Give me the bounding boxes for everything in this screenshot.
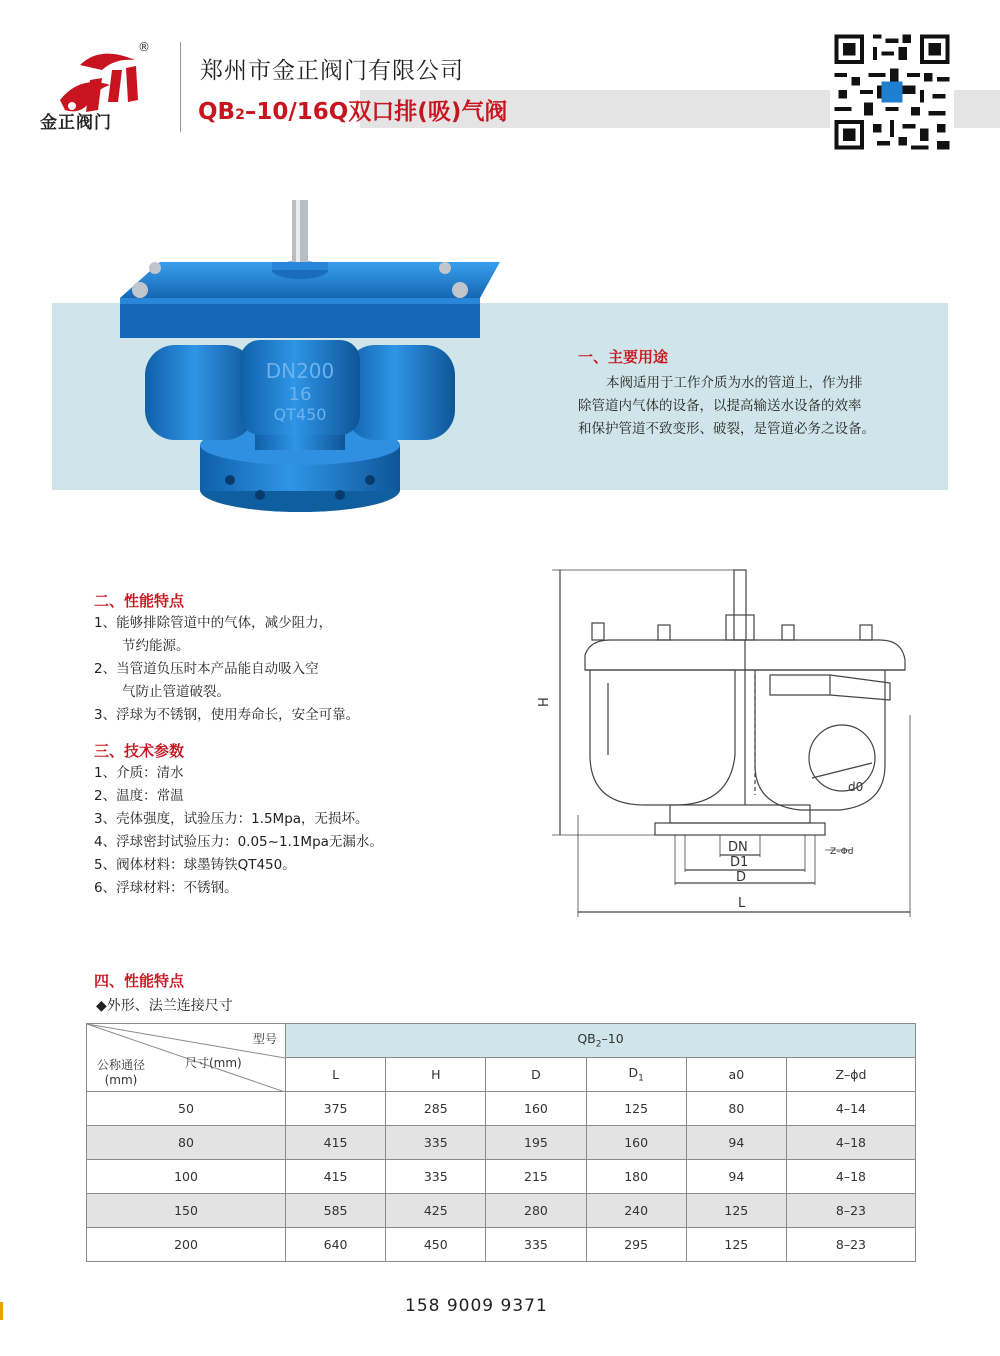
dim-d1-label: D1 xyxy=(730,855,749,870)
dim-dn-label: DN xyxy=(728,840,748,855)
product-title: QB2–10/16Q双口排(吸)气阀 xyxy=(198,99,508,125)
dim-l-label: L xyxy=(738,896,746,911)
usage-line: 和保护管道不致变形、破裂，是管道必务之设备。 xyxy=(578,421,875,437)
table-row xyxy=(87,1160,916,1194)
marking-pressure: 16 xyxy=(288,384,312,405)
table-header-row xyxy=(87,1024,916,1058)
table-row xyxy=(87,1092,916,1126)
marking-dn: DN200 xyxy=(265,359,335,383)
cell: 80 xyxy=(686,1092,786,1126)
col-header: D xyxy=(486,1058,586,1092)
cell: 240 xyxy=(586,1194,686,1228)
tech-heading: 三、技术参数 xyxy=(94,742,185,760)
phone-number: 158 9009 9371 xyxy=(405,1296,548,1316)
feature-item: 1、能够排除管道中的气体，减少阻力， xyxy=(94,615,333,631)
cell: 4–18 xyxy=(786,1160,915,1194)
cell: 200 xyxy=(87,1228,286,1262)
cell: 160 xyxy=(486,1092,586,1126)
col-header: H xyxy=(386,1058,486,1092)
features-heading: 二、性能特点 xyxy=(94,592,185,610)
cell: 125 xyxy=(686,1194,786,1228)
cell: 125 xyxy=(586,1092,686,1126)
tech-item: 1、介质：清水 xyxy=(94,765,184,781)
marking-material: QT450 xyxy=(273,405,327,424)
dim-zd-label: Z–Φd xyxy=(830,847,854,857)
feature-item: 3、浮球为不锈钢，使用寿命长，安全可靠。 xyxy=(94,707,360,723)
cell: 415 xyxy=(286,1126,386,1160)
registered-mark: ® xyxy=(138,40,150,54)
cell: 585 xyxy=(286,1194,386,1228)
cell: 215 xyxy=(486,1160,586,1194)
technical-drawing xyxy=(530,565,920,920)
dimensions-subheading: ◆外形、法兰连接尺寸 xyxy=(96,998,233,1014)
cell: 4–14 xyxy=(786,1092,915,1126)
col-header: Z–ϕd xyxy=(786,1058,915,1092)
cell: 335 xyxy=(486,1228,586,1262)
cell: 375 xyxy=(286,1092,386,1126)
logo-text: 金正阀门 xyxy=(40,113,112,133)
corner-model-label: 型号 xyxy=(252,1032,277,1046)
cell: 195 xyxy=(486,1126,586,1160)
feature-item: 节约能源。 xyxy=(122,638,190,654)
cell: 4–18 xyxy=(786,1126,915,1160)
cell: 280 xyxy=(486,1194,586,1228)
tech-item: 5、阀体材料：球墨铸铁QT450。 xyxy=(94,857,296,873)
valve-photo xyxy=(100,190,520,525)
cell: 295 xyxy=(586,1228,686,1262)
model-header: $QB_2-10$ xyxy=(286,1024,916,1058)
tech-list xyxy=(94,762,514,900)
table-row xyxy=(87,1228,916,1262)
cell: 425 xyxy=(386,1194,486,1228)
usage-heading: 一、主要用途 xyxy=(578,348,669,366)
company-name: 郑州市金正阀门有限公司 xyxy=(200,58,464,84)
cell: 80 xyxy=(87,1126,286,1160)
cell: 335 xyxy=(386,1126,486,1160)
cell: 415 xyxy=(286,1160,386,1194)
cell: 100 xyxy=(87,1160,286,1194)
cell: 285 xyxy=(386,1092,486,1126)
feature-item: 气防止管道破裂。 xyxy=(122,684,230,700)
usage-line: 除管道内气体的设备，以提高输送水设备的效率 xyxy=(578,398,862,414)
features-list xyxy=(94,612,494,727)
tech-item: 3、壳体强度，试验压力：1.5Mpa，无损坏。 xyxy=(94,811,369,827)
dim-h-label: H xyxy=(537,697,552,707)
col-header: $D_1$ xyxy=(586,1058,686,1092)
cell: 640 xyxy=(286,1228,386,1262)
dimensions-heading: 四、性能特点 xyxy=(94,972,185,990)
tech-item: 6、浮球材料：不锈钢。 xyxy=(94,880,238,896)
cell: 125 xyxy=(686,1228,786,1262)
feature-item: 2、当管道负压时本产品能自动吸入空 xyxy=(94,661,319,677)
header-divider xyxy=(180,42,181,132)
col-header: L xyxy=(286,1058,386,1092)
cell: 450 xyxy=(386,1228,486,1262)
cell: 8–23 xyxy=(786,1228,915,1262)
table-row xyxy=(87,1126,916,1160)
tech-item: 4、浮球密封试验压力：0.05~1.1Mpa无漏水。 xyxy=(94,834,383,850)
cell: 335 xyxy=(386,1160,486,1194)
edge-mark xyxy=(0,1302,3,1320)
dim-d0-label: d0 xyxy=(848,780,864,794)
cell: 150 xyxy=(87,1194,286,1228)
corner-dn-label: 公称通径 (mm) xyxy=(96,1058,145,1087)
usage-text xyxy=(578,372,928,441)
dimensions-table xyxy=(86,1023,916,1262)
qr-code-icon xyxy=(830,30,954,154)
cell: 8–23 xyxy=(786,1194,915,1228)
corner-size-label: 尺寸(mm) xyxy=(185,1056,242,1070)
dim-d-label: D xyxy=(736,870,747,885)
cell: 94 xyxy=(686,1126,786,1160)
cell: 160 xyxy=(586,1126,686,1160)
cell: 180 xyxy=(586,1160,686,1194)
cell: 50 xyxy=(87,1092,286,1126)
usage-line: 本阀适用于工作介质为水的管道上，作为排 xyxy=(606,375,863,391)
col-header: a0 xyxy=(686,1058,786,1092)
cell: 94 xyxy=(686,1160,786,1194)
table-row xyxy=(87,1194,916,1228)
table-corner-cell xyxy=(87,1024,286,1092)
tech-item: 2、温度：常温 xyxy=(94,788,184,804)
